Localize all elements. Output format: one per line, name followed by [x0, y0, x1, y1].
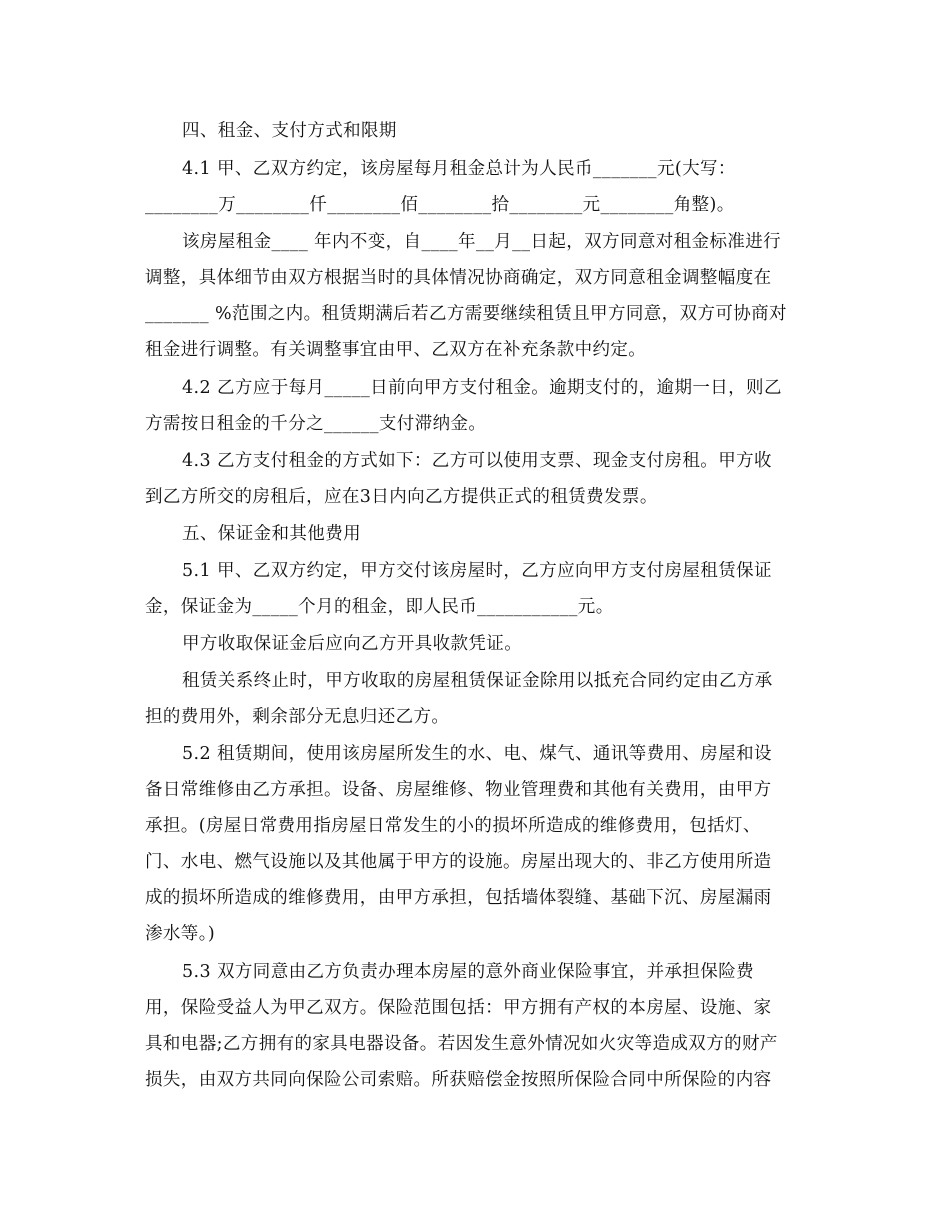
paragraph-line: 4.2 乙方应于每月_____日前向甲方支付租金。逾期支付的，逾期一日，则乙 — [182, 378, 782, 398]
paragraph-line: 到乙方所交的房租后，应在3日内向乙方提供正式的租赁费发票。 — [145, 487, 658, 507]
paragraph-line: 担的费用外，剩余部分无息归还乙方。 — [145, 707, 450, 727]
paragraph-line: 门、水电、燃气设施以及其他属于甲方的设施。房屋出现大的、非乙方使用所造 — [145, 852, 772, 872]
paragraph-line: 租金进行调整。有关调整事宜由甲、乙双方在补充条款中约定。 — [145, 340, 647, 360]
section-heading-rent: 四、租金、支付方式和限期 — [182, 121, 397, 141]
paragraph-line: 成的损坏所造成的维修费用，由甲方承担，包括墙体裂缝、基础下沉、房屋漏雨 — [145, 888, 772, 908]
paragraph-line: 甲方收取保证金后应向乙方开具收款凭证。 — [182, 634, 523, 654]
paragraph-line: 5.3 双方同意由乙方负责办理本房屋的意外商业保险事宜，并承担保险费 — [182, 962, 754, 982]
paragraph-line: 调整，具体细节由双方根据当时的具体情况协商确定，双方同意租金调整幅度在 — [145, 268, 772, 288]
paragraph-line: 用，保险受益人为甲乙双方。保险范围包括：甲方拥有产权的本房屋、设施、家 — [145, 998, 772, 1018]
paragraph-line: 金，保证金为_____个月的租金，即人民币___________元。 — [145, 597, 614, 617]
paragraph-line: 该房屋租金____ 年内不变，自____年__月__日起，双方同意对租金标准进行 — [182, 232, 782, 252]
paragraph-line: 4.1 甲、乙双方约定，该房屋每月租金总计为人民币_______元(大写： — [182, 159, 736, 179]
section-heading-deposit: 五、保证金和其他费用 — [182, 524, 361, 544]
paragraph-line: ________万________仟________佰________拾________元________角整)。 — [145, 195, 735, 215]
paragraph-line: 具和电器;乙方拥有的家具电器设备。若因发生意外情况如火灾等造成双方的财产 — [145, 1034, 778, 1054]
paragraph-line: 方需按日租金的千分之______支付滞纳金。 — [145, 414, 487, 434]
paragraph-line: 渗水等。) — [145, 924, 216, 944]
paragraph-line: _______ %范围之内。租赁期满后若乙方需要继续租赁且甲方同意，双方可协商对 — [145, 304, 787, 324]
paragraph-line: 5.1 甲、乙双方约定，甲方交付该房屋时，乙方应向甲方支付房屋租赁保证 — [182, 561, 772, 581]
paragraph-line: 租赁关系终止时，甲方收取的房屋租赁保证金除用以抵充合同约定由乙方承 — [182, 671, 773, 691]
paragraph-line: 承担。(房屋日常费用指房屋日常发生的小的损坏所造成的维修费用，包括灯、 — [145, 816, 761, 836]
paragraph-line: 5.2 租赁期间，使用该房屋所发生的水、电、煤气、通讯等费用、房屋和设 — [182, 744, 772, 764]
paragraph-line: 损失，由双方共同向保险公司索赔。所获赔偿金按照所保险合同中所保险的内容 — [145, 1070, 772, 1090]
paragraph-line: 备日常维修由乙方承担。设备、房屋维修、物业管理费和其他有关费用，由甲方 — [145, 780, 772, 800]
paragraph-line: 4.3 乙方支付租金的方式如下：乙方可以使用支票、现金支付房租。甲方收 — [182, 451, 772, 471]
